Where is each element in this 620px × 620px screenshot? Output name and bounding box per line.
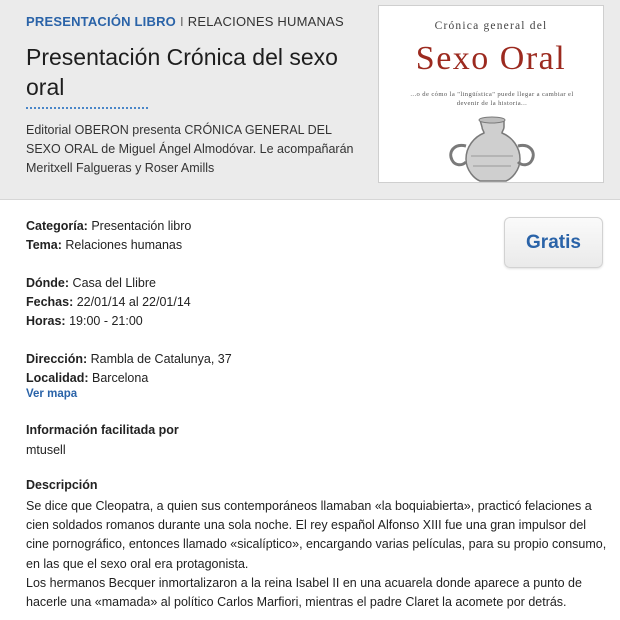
- breadcrumb-category-link[interactable]: PRESENTACIÓN LIBRO: [26, 14, 176, 29]
- description-body: [26, 497, 611, 612]
- amphora-icon: [437, 116, 547, 182]
- book-cover-image: [378, 5, 604, 183]
- categoria-row: [26, 219, 191, 233]
- donde-value: Casa del Llibre: [72, 276, 156, 290]
- info-user: mtusell: [26, 443, 66, 457]
- tema-row: [26, 238, 182, 252]
- ver-mapa-link[interactable]: Ver mapa: [26, 388, 78, 400]
- direccion-row: [26, 352, 232, 366]
- breadcrumb-separator: I: [179, 14, 184, 29]
- donde-label: Dónde:: [26, 276, 70, 290]
- description-paragraph-1: Se dice que Cleopatra, a quien sus contemporáneos llamaban «la boquiabierta», practicó felaciones a cien soldados romanos durante una sola noche. El rey español Alfonso XIII fue una gran impulsor del cine pornográfico, entonces llamado «sicalíptico», encargando varias películas, para su propio consumo, en las que el sexo oral era protagonista.: [26, 499, 607, 571]
- fechas-label: Fechas:: [26, 295, 74, 309]
- info-heading: Información facilitada por: [26, 423, 179, 437]
- description-paragraph-2: Los hermanos Becquer inmortalizaron a la reina Isabel II en una acuarela donde aparece a punto de hacerle una «mamada» al político Carlos Marfiori, mientras el padre Claret la acomete por detrás.: [26, 575, 582, 610]
- localidad-value: Barcelona: [92, 371, 149, 385]
- horas-row: [26, 314, 143, 328]
- fechas-value: 22/01/14 al 22/01/14: [76, 295, 191, 309]
- fechas-row: [26, 295, 191, 309]
- direccion-value: Rambla de Catalunya, 37: [90, 352, 232, 366]
- breadcrumb: [26, 14, 344, 29]
- cover-main-text: Sexo Oral: [415, 40, 567, 77]
- tema-label: Tema:: [26, 238, 62, 252]
- event-header: [0, 0, 620, 200]
- localidad-label: Localidad:: [26, 371, 89, 385]
- localidad-row: [26, 371, 148, 385]
- breadcrumb-tema-link[interactable]: RELACIONES HUMANAS: [187, 14, 344, 29]
- description-heading: Descripción: [26, 478, 98, 492]
- price-button[interactable]: Gratis: [504, 217, 603, 268]
- categoria-label: Categoría:: [26, 219, 88, 233]
- categoria-value: Presentación libro: [91, 219, 192, 233]
- cover-subtitle: ...o de cómo la "lingüística" puede llegar a cambiar el devenir de la historia...: [410, 91, 574, 107]
- horas-value: 19:00 - 21:00: [69, 314, 143, 328]
- donde-row: [26, 276, 156, 290]
- event-summary: Editorial OBERON presenta CRÓNICA GENERAL DEL SEXO ORAL de Miguel Ángel Almodóvar. Le acompañarán Meritxell Falgueras y Roser Amills: [26, 123, 354, 175]
- page-title: Presentación Crónica del sexo oral: [26, 44, 338, 100]
- title-divider: [26, 107, 148, 109]
- tema-value: Relaciones humanas: [65, 238, 183, 252]
- direccion-label: Dirección:: [26, 352, 88, 366]
- horas-label: Horas:: [26, 314, 66, 328]
- cover-top-text: Crónica general del: [434, 20, 548, 32]
